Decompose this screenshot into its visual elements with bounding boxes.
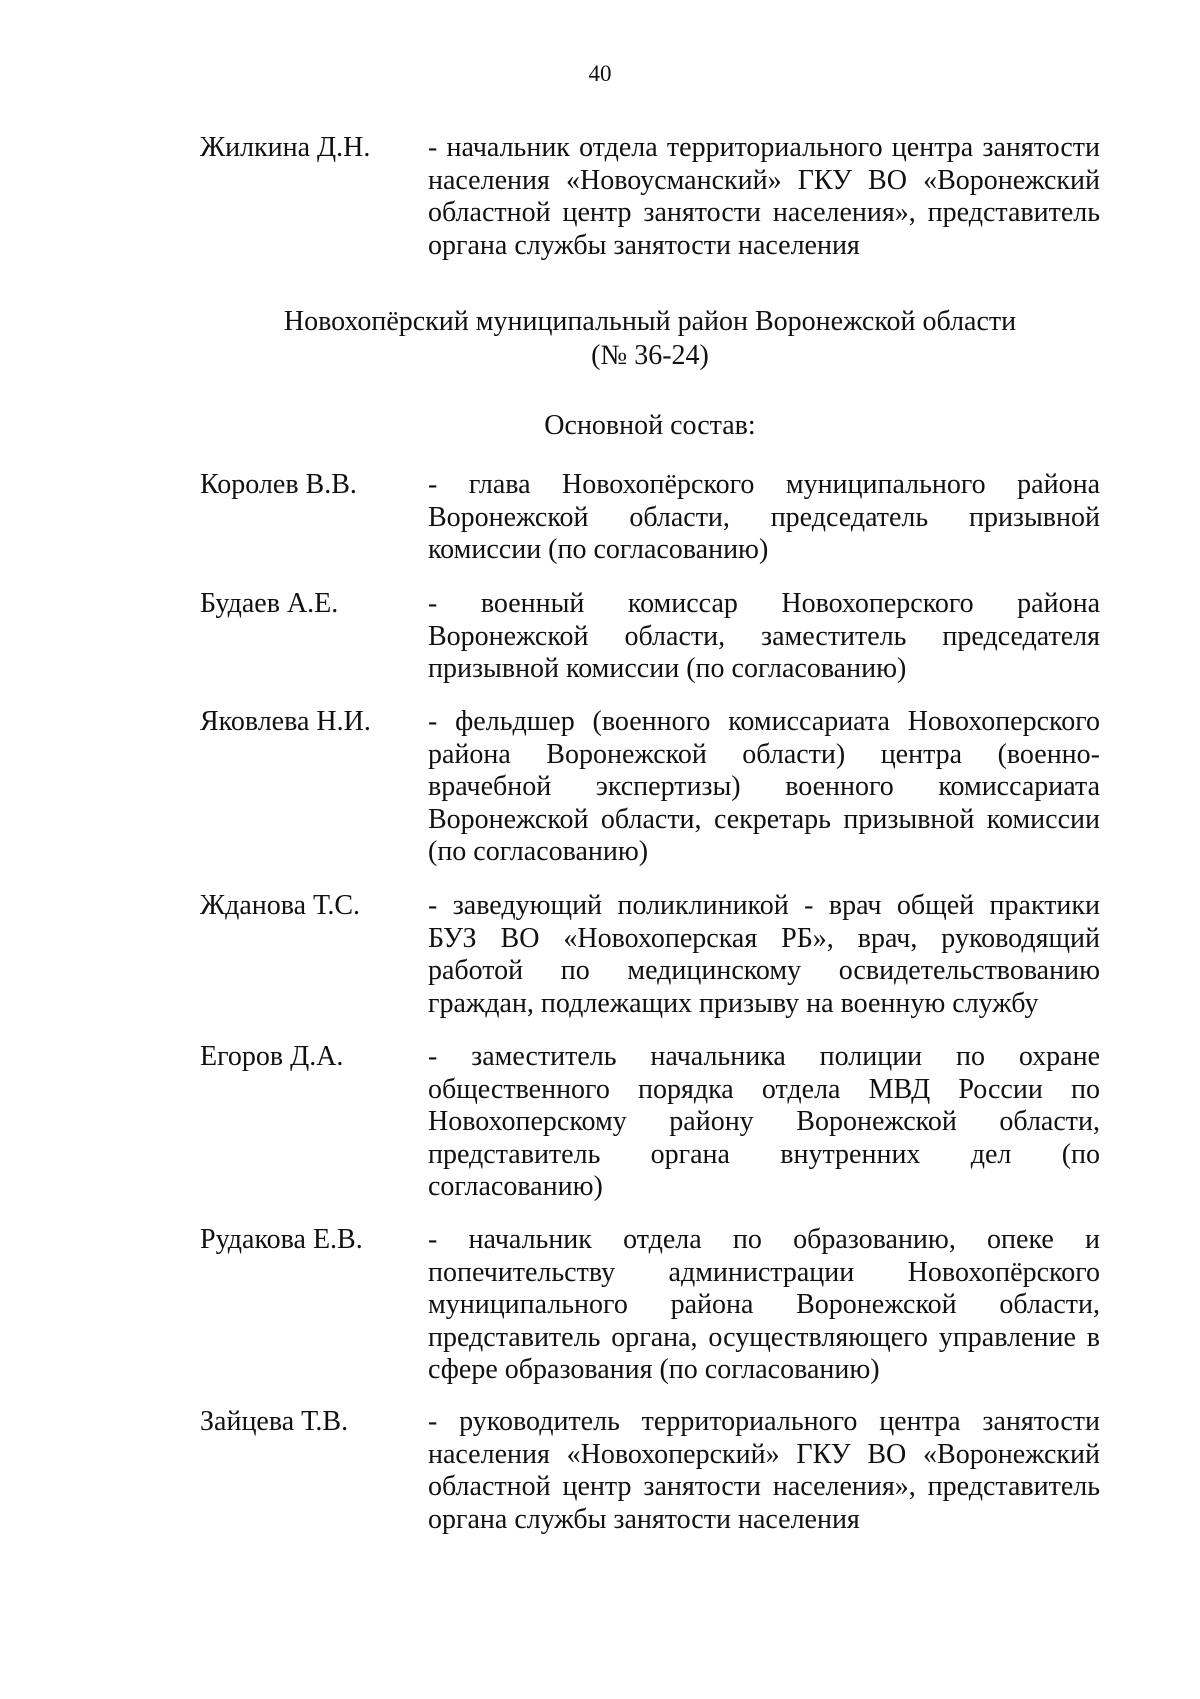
member-description: - фельдшер (военного комиссариата Новохоперского района Воронежской области) центра (военно-врачебной экспертизы) военного комиссариата Воронежской области, секретарь призывной комиссии (по согласованию) <box>428 706 1100 867</box>
member-name: Яковлева Н.И. <box>200 706 371 737</box>
page-number: 40 <box>588 61 612 86</box>
member-name: Зайцева Т.В. <box>200 1406 349 1437</box>
member-description: - военный комиссар Новохоперского района Воронежской области, заместитель председателя призывной комиссии (по согласованию) <box>428 588 1100 684</box>
member-description: - руководитель территориального центра занятости населения «Новохоперский» ГКУ ВО «Воронежский областной центр занятости населения», представитель органа службы занятости населения <box>428 1406 1100 1535</box>
member-name: Рудакова Е.В. <box>200 1224 363 1255</box>
member-description: - глава Новохопёрского муниципального района Воронежской области, председатель призывной комиссии (по согласованию) <box>428 469 1100 565</box>
member-description: - начальник отдела территориального центра занятости населения «Новоусманский» ГКУ ВО «Воронежский областной центр занятости населения», представитель органа службы занятости населения <box>428 132 1100 261</box>
member-name: Жилкина Д.Н. <box>200 132 371 163</box>
member-name: Королев В.В. <box>200 469 357 500</box>
member-name: Будаев А.Е. <box>200 588 339 619</box>
member-description: - заведующий поликлиникой - врач общей практики БУЗ ВО «Новохоперская РБ», врач, руководящий работой по медицинскому освидетельствованию граждан, подлежащих призыву на военную службу <box>428 890 1100 1019</box>
member-name: Егоров Д.А. <box>200 1041 344 1072</box>
member-description: - заместитель начальника полиции по охране общественного порядка отдела МВД России по Новохоперскому району Воронежской области, представитель органа внутренних дел (по согласованию) <box>428 1041 1100 1202</box>
member-description: - начальник отдела по образованию, опеке и попечительству администрации Новохопёрского муниципального района Воронежской области, представитель органа, осуществляющего управление в сфере образования (по согласованию) <box>428 1224 1100 1385</box>
member-name: Жданова Т.С. <box>200 890 361 921</box>
district-title: Новохопёрский муниципальный район Воронежской области <box>283 306 1017 337</box>
district-number: (№ 36-24) <box>591 340 709 371</box>
section-title: Основной состав: <box>544 410 756 441</box>
